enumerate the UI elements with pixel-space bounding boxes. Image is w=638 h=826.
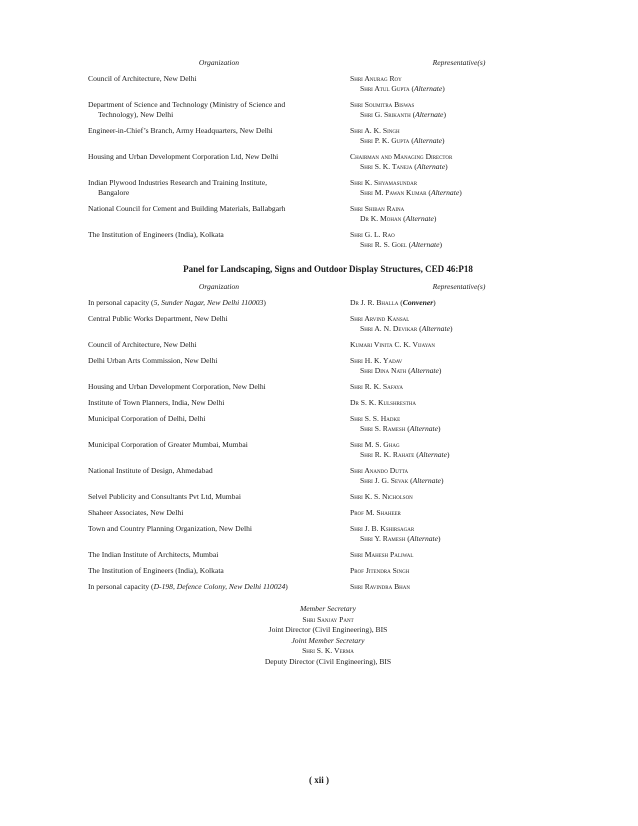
- organization-name-cont: Technology), New Delhi: [98, 110, 174, 119]
- member-row: [88, 508, 568, 518]
- representative: [350, 230, 568, 240]
- representative: [350, 440, 568, 450]
- organization-cell: [88, 340, 350, 350]
- organization-cell: [88, 414, 350, 434]
- member-row: [88, 178, 568, 198]
- representative-cell: [350, 230, 568, 250]
- rep-column-heading: Representative(s): [432, 58, 486, 67]
- alternate-representative: Shri M. Pawan Kumar (Alternate): [360, 188, 462, 197]
- alternate-representative: Shri J. G. Sevak (Alternate): [360, 476, 444, 485]
- alternate-representative: Shri A. N. Devikar (Alternate): [360, 324, 453, 333]
- representative: [350, 126, 568, 136]
- representative-name: Dr J. R. Bhalla: [350, 298, 399, 307]
- member-row: [88, 524, 568, 544]
- organization-cell: [88, 582, 350, 592]
- role-tag: Alternate: [415, 110, 444, 119]
- representative-name: Shri S. K. Taneja: [360, 162, 413, 171]
- representative-cell: [350, 492, 568, 502]
- representative-name: Chairman and Managing Director: [350, 152, 453, 161]
- organization-cell: [88, 508, 350, 518]
- representative: [350, 152, 568, 162]
- organization-name: Central Public Works Department, New Delhi: [88, 314, 228, 323]
- representative-name: Shri M. S. Ghag: [350, 440, 400, 449]
- representative-name: Dr K. Mohan: [360, 214, 402, 223]
- organization-cell: [88, 466, 350, 486]
- representative-cell: [350, 298, 568, 308]
- org-column-heading: Organization: [198, 282, 240, 291]
- representative: [350, 178, 568, 188]
- alternate-representative: Shri P. K. Gupta (Alternate): [360, 136, 445, 145]
- organization-name: Municipal Corporation of Greater Mumbai, Mumbai: [88, 440, 248, 449]
- organization-name: National Council for Cement and Building Materials, Ballabgarh: [88, 204, 286, 213]
- organization-suffix: ): [263, 298, 266, 307]
- representative: [350, 550, 568, 560]
- alternate-representative: Shri Y. Ramesh (Alternate): [360, 534, 441, 543]
- organization-name: Town and Country Planning Organization, New Delhi: [88, 524, 253, 533]
- organization-cell: [88, 298, 350, 308]
- organization-name: The Institution of Engineers (India), Kolkata: [88, 230, 224, 239]
- role-tag: Alternate: [409, 424, 439, 433]
- role-tag: Alternate: [409, 534, 439, 543]
- representative: [350, 398, 568, 408]
- representative-cell: [350, 204, 568, 224]
- member-row: [88, 382, 568, 392]
- organization-cell: [88, 74, 350, 94]
- committee-member-list: [88, 74, 568, 250]
- representative-name: Shri K. Shyamasundar: [350, 178, 418, 187]
- organization-name: Council of Architecture, New Delhi: [88, 74, 197, 83]
- alternate-representative: Shri R. K. Rahate (Alternate): [360, 450, 450, 459]
- representative: [350, 340, 568, 350]
- organization-cell: [88, 356, 350, 376]
- organization-cell: [88, 566, 350, 576]
- panel-column-header: [88, 282, 568, 292]
- representative-name: Shri S. Ramesh: [360, 424, 406, 433]
- member-row: [88, 566, 568, 576]
- member-row: [88, 440, 568, 460]
- member-row: [88, 204, 568, 224]
- representative-name: Prof M. Shaheer: [350, 508, 401, 517]
- representative-cell: [350, 382, 568, 392]
- organization-name: Engineer-in-Chief’s Branch, Army Headquarters, New Delhi: [88, 126, 273, 135]
- organization-name: Selvel Publicity and Consultants Pvt Ltd, Mumbai: [88, 492, 241, 501]
- organization-suffix: ): [285, 582, 288, 591]
- organization-name: Delhi Urban Arts Commission, New Delhi: [88, 356, 218, 365]
- member-row: [88, 314, 568, 334]
- representative-cell: [350, 74, 568, 94]
- alternate-representative: Shri S. K. Taneja (Alternate): [360, 162, 448, 171]
- representative-name: Shri Y. Ramesh: [360, 534, 406, 543]
- organization-cell: [88, 230, 350, 250]
- representative-cell: [350, 508, 568, 518]
- representative: [350, 356, 568, 366]
- organization-address: D-198, Defence Colony, New Delhi 110024: [153, 582, 286, 591]
- representative: [350, 582, 568, 592]
- representative-name: Shri Mahesh Paliwal: [350, 550, 414, 559]
- joint-member-secretary-role: Joint Member Secretary: [291, 635, 365, 645]
- representative-name: Shri H. K. Yadav: [350, 356, 403, 365]
- alternate-representative: Shri G. Srikanth (Alternate): [360, 110, 446, 119]
- joint-member-secretary-designation: Deputy Director (Civil Engineering), BIS: [264, 656, 392, 666]
- organization-cell: [88, 550, 350, 560]
- member-row: [88, 298, 568, 308]
- joint-member-secretary-name: Shri S. K. Verma: [302, 646, 354, 655]
- representative-name: Shri Soumitra Biswas: [350, 100, 415, 109]
- role-tag: Alternate: [411, 240, 440, 249]
- representative: [350, 466, 568, 476]
- representative-name: Shri Ravindra Bhan: [350, 582, 411, 591]
- organization-cell: [88, 440, 350, 460]
- representative-name: Shri Atul Gupta: [360, 84, 410, 93]
- alternate-representative: Shri Atul Gupta (Alternate): [360, 84, 445, 93]
- member-row: [88, 492, 568, 502]
- role-tag: Convener: [402, 298, 434, 307]
- role-tag: Alternate: [410, 366, 439, 375]
- page-number: ( xii ): [309, 775, 329, 785]
- organization-cell: [88, 492, 350, 502]
- representative-cell: [350, 566, 568, 576]
- member-row: [88, 356, 568, 376]
- organization-cell: [88, 314, 350, 334]
- organization-name: Shaheer Associates, New Delhi: [88, 508, 184, 517]
- organization-name: The Indian Institute of Architects, Mumbai: [88, 550, 219, 559]
- representative-name: Shri G. Srikanth: [360, 110, 411, 119]
- committee-column-header: [88, 58, 568, 68]
- representative-name: Prof Jitendra Singh: [350, 566, 410, 575]
- role-tag: Alternate: [405, 214, 434, 223]
- representative-name: Shri Anurag Roy: [350, 74, 402, 83]
- representative: [350, 508, 568, 518]
- member-secretary-role: Member Secretary: [299, 604, 356, 613]
- representative-name: Shri Arvind Kansal: [350, 314, 410, 323]
- organization-address: 5, Sunder Nagar, New Delhi 110003: [153, 298, 264, 307]
- organization-cell: [88, 524, 350, 544]
- organization-name: National Institute of Design, Ahmedabad: [88, 466, 213, 475]
- representative-name: Kumari Vinita C. K. Vijayan: [350, 340, 436, 349]
- representative-cell: [350, 126, 568, 146]
- panel-member-list: [88, 298, 568, 592]
- representative-cell: [350, 524, 568, 544]
- organization-name: Institute of Town Planners, India, New Delhi: [88, 398, 225, 407]
- organization-name: In personal capacity (: [88, 298, 154, 307]
- representative-cell: [350, 340, 568, 350]
- organization-name: In personal capacity (: [88, 582, 154, 591]
- representative-cell: [350, 550, 568, 560]
- representative: [350, 414, 568, 424]
- representative-name: Shri Shiban Raina: [350, 204, 405, 213]
- organization-cell: [88, 398, 350, 408]
- representative: [350, 382, 568, 392]
- representative-name: Dr S. K. Kulshrestha: [350, 398, 417, 407]
- representative: [350, 524, 568, 534]
- member-row: [88, 582, 568, 592]
- representative-cell: [350, 582, 568, 592]
- representative-cell: [350, 152, 568, 172]
- representative-name: Shri P. K. Gupta: [360, 136, 410, 145]
- representative-name: Shri A. K. Singh: [350, 126, 400, 135]
- representative-name: Shri R. K. Safaya: [350, 382, 403, 391]
- organization-cell: [88, 100, 350, 120]
- organization-cell: [88, 382, 350, 392]
- member-row: [88, 466, 568, 486]
- representative-name: Shri A. N. Devikar: [360, 324, 418, 333]
- role-tag: Alternate: [421, 324, 450, 333]
- representative-name: Shri M. Pawan Kumar: [360, 188, 427, 197]
- representative: [350, 566, 568, 576]
- member-row: [88, 230, 568, 250]
- representative-cell: [350, 398, 568, 408]
- representative-name: Shri J. B. Kshirsagar: [350, 524, 415, 533]
- representative-cell: [350, 466, 568, 486]
- organization-name: Indian Plywood Industries Research and Training Institute,: [88, 178, 268, 187]
- alternate-representative: Dr K. Mohan (Alternate): [360, 214, 437, 223]
- alternate-representative: Shri Dina Nath (Alternate): [360, 366, 442, 375]
- document-page: [88, 58, 568, 667]
- member-secretary-designation: Joint Director (Civil Engineering), BIS: [268, 625, 388, 634]
- representative: [350, 204, 568, 214]
- rep-column-heading: Representative(s): [432, 282, 486, 291]
- organization-cell: [88, 152, 350, 172]
- representative: [350, 74, 568, 84]
- representative-name: Shri R. K. Rahate: [360, 450, 415, 459]
- representative-name: Shri S. S. Hadke: [350, 414, 401, 423]
- organization-name: Council of Architecture, New Delhi: [88, 340, 197, 349]
- member-row: [88, 152, 568, 172]
- organization-name: Municipal Corporation of Delhi, Delhi: [88, 414, 206, 423]
- organization-name: Housing and Urban Development Corporation, New Delhi: [88, 382, 266, 391]
- panel-title: Panel for Landscaping, Signs and Outdoor Display Structures, CED 46:P18: [183, 264, 473, 274]
- member-row: [88, 414, 568, 434]
- representative-cell: [350, 356, 568, 376]
- representative-cell: [350, 414, 568, 434]
- organization-cell: [88, 204, 350, 224]
- alternate-representative: Shri R. S. Goel (Alternate): [360, 240, 443, 249]
- representative-cell: [350, 178, 568, 198]
- representative-name: Shri K. S. Nicholson: [350, 492, 413, 501]
- organization-name: The Institution of Engineers (India), Kolkata: [88, 566, 224, 575]
- member-row: [88, 74, 568, 94]
- member-row: [88, 340, 568, 350]
- org-column-heading: Organization: [198, 58, 240, 67]
- organization-name: Department of Science and Technology (Ministry of Science and: [88, 100, 286, 109]
- representative-cell: [350, 100, 568, 120]
- member-row: [88, 100, 568, 120]
- role-tag: Alternate: [430, 188, 460, 197]
- representative-cell: [350, 314, 568, 334]
- member-secretary-name: Shri Sanjay Pant: [302, 614, 354, 624]
- alternate-representative: Shri S. Ramesh (Alternate): [360, 424, 441, 433]
- role-tag: Alternate: [416, 162, 446, 171]
- role-tag: Alternate: [414, 84, 443, 93]
- representative-name: Shri J. G. Sevak: [360, 476, 409, 485]
- role-tag: Alternate: [412, 476, 441, 485]
- secretariat-block: [88, 604, 568, 667]
- representative-name: Shri Anando Dutta: [350, 466, 409, 475]
- member-row: [88, 550, 568, 560]
- representative-name: Shri G. L. Rao: [350, 230, 395, 239]
- member-row: [88, 398, 568, 408]
- representative-name: Shri Dina Nath: [360, 366, 407, 375]
- member-row: [88, 126, 568, 146]
- organization-cell: [88, 126, 350, 146]
- representative: [350, 492, 568, 502]
- representative-name: Shri R. S. Goel: [360, 240, 407, 249]
- organization-name: Housing and Urban Development Corporation Ltd, New Delhi: [88, 152, 279, 161]
- organization-name-cont: Bangalore: [98, 188, 130, 197]
- representative: [350, 100, 568, 110]
- role-tag: Alternate: [413, 136, 443, 145]
- role-tag: Alternate: [418, 450, 448, 459]
- representative-cell: [350, 440, 568, 460]
- representative: [350, 314, 568, 324]
- representative: Dr J. R. Bhalla (Convener): [350, 298, 436, 307]
- organization-cell: [88, 178, 350, 198]
